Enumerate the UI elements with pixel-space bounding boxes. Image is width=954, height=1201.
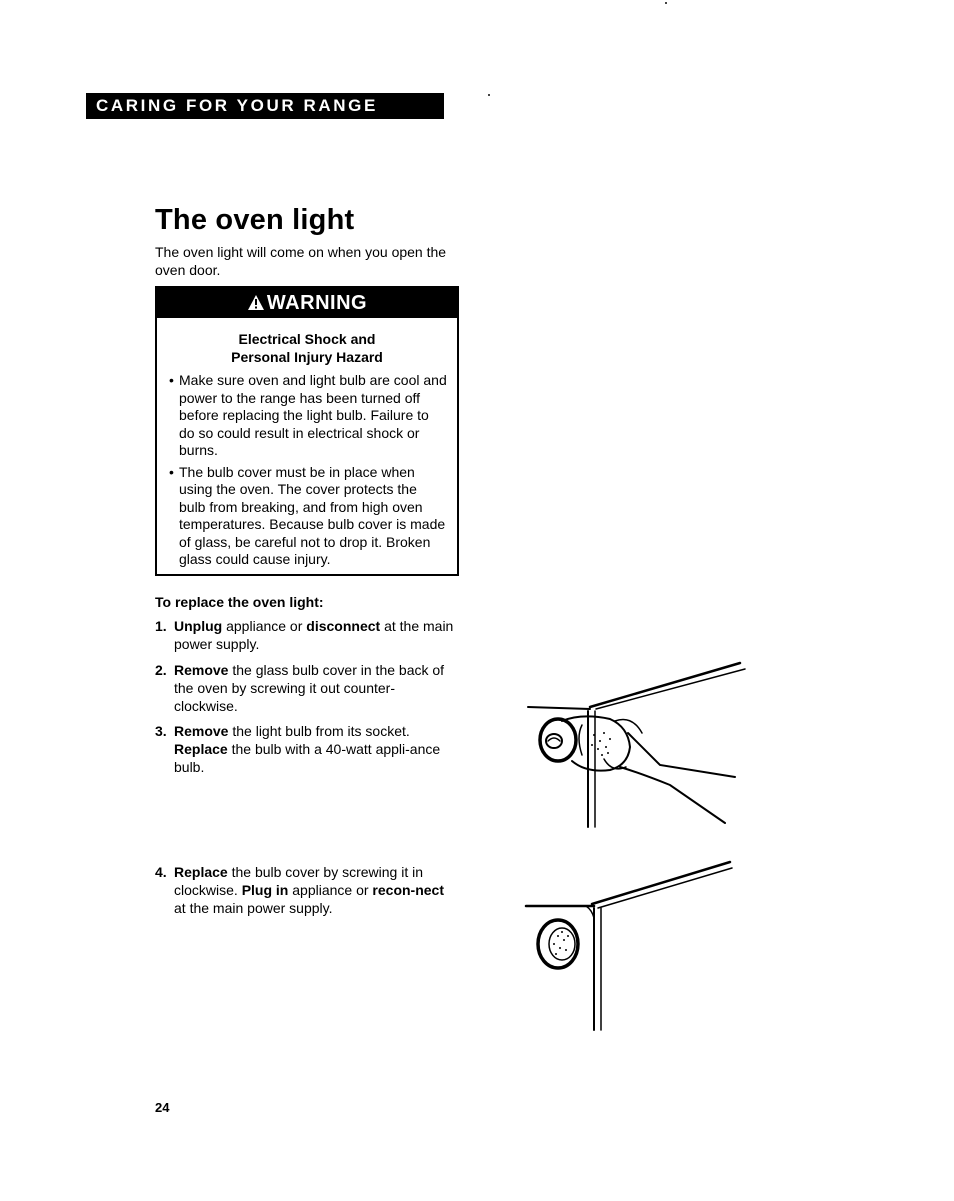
step-keyword: Replace — [174, 741, 228, 757]
step-1 — [155, 617, 455, 653]
warning-label: WARNING — [266, 292, 368, 314]
step-number: 1. — [155, 618, 167, 634]
warning-bullet: • The bulb cover must be in place when using the oven. The cover protects the bulb from breaking, and from high oven temperatures. Because bulb cover is made of glass, be careful not to drop it. Broken glass could cause injury. — [169, 464, 447, 569]
step-keyword: Plug in — [241, 882, 289, 898]
bulb-cover-installed-illustration — [520, 858, 740, 1038]
warning-bullets — [157, 372, 457, 569]
warning-header — [157, 288, 457, 318]
step-text: the light bulb from its socket. — [228, 723, 410, 739]
step-text: the glass bulb cover in the back of the oven by screwing it out counter-clockwise. — [174, 662, 445, 714]
step-text: at the main power supply. — [174, 900, 333, 916]
steps-title: To replace the oven light: — [155, 594, 324, 610]
step-3 — [155, 722, 455, 776]
step-keyword: Replace — [174, 864, 228, 880]
step-4 — [155, 863, 455, 917]
step-text: appliance or — [222, 618, 307, 634]
hazard-line-2: Personal Injury Hazard — [231, 349, 383, 365]
step-2 — [155, 661, 455, 715]
warning-bullet: • Make sure oven and light bulb are cool and power to the range has been turned off before replacing the light bulb. Failure to do so could result in electrical shock or burns. — [169, 372, 447, 460]
step-keyword: disconnect — [306, 618, 381, 634]
step-keyword: Remove — [174, 723, 229, 739]
step-number: 4. — [155, 864, 167, 880]
step-number: 2. — [155, 662, 167, 678]
step-text: at the main power supply. — [174, 618, 454, 652]
section-header: CARING FOR YOUR RANGE — [86, 93, 444, 119]
warning-box — [155, 286, 459, 576]
step-text: appliance or — [288, 882, 373, 898]
step-keyword: Remove — [174, 662, 229, 678]
step-number: 3. — [155, 723, 167, 739]
scan-mark — [665, 2, 667, 4]
intro-text: The oven light will come on when you open the oven door. — [155, 244, 447, 278]
scan-mark — [488, 94, 490, 96]
page-title: The oven light — [155, 204, 355, 236]
hazard-line-1: Electrical Shock and — [238, 331, 376, 347]
step-keyword: recon-nect — [372, 882, 444, 898]
step-keyword: Unplug — [174, 618, 223, 634]
warning-triangle-icon — [247, 294, 265, 311]
step-text: the bulb cover by screwing it in clockwise. — [174, 864, 424, 898]
step-text: the bulb with a 40-watt appli-ance bulb. — [174, 741, 441, 775]
remove-bulb-cover-illustration — [520, 655, 760, 835]
page-number: 24 — [155, 1100, 170, 1115]
hazard-title — [157, 330, 457, 366]
